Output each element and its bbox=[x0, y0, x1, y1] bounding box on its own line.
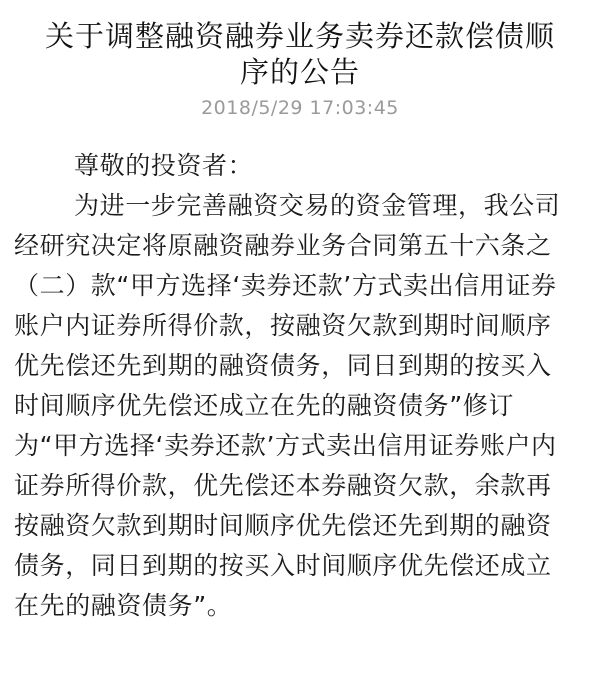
body-line-8: 证券所得价款，优先偿还本券融资欠款，余款再 bbox=[14, 471, 552, 500]
publish-timestamp: 2018/5/29 17:03:45 bbox=[201, 97, 399, 119]
notice-title-line-2: 序的公告 bbox=[239, 55, 360, 89]
salutation: 尊敬的投资者： bbox=[74, 151, 254, 180]
body-line-9: 按融资欠款到期时间顺序优先偿还先到期的融资 bbox=[14, 511, 552, 540]
notice-body bbox=[14, 146, 586, 626]
body-line-5: 优先偿还先到期的融资债务，同日到期的按买入 bbox=[14, 351, 552, 380]
body-line-4: 账户内证券所得价款，按融资欠款到期时间顺序 bbox=[14, 311, 552, 340]
body-line-10: 债务，同日到期的按买入时间顺序优先偿还成立 bbox=[14, 551, 552, 580]
body-line-11: 在先的融资债务”。 bbox=[14, 591, 233, 620]
body-line-3: （二）款“甲方选择‘卖券还款’方式卖出信用证券 bbox=[14, 271, 557, 300]
notice-title bbox=[14, 18, 586, 90]
notice-title-line-1: 关于调整融资融券业务卖券还款偿债顺 bbox=[44, 19, 555, 53]
body-line-1: 为进一步完善融资交易的资金管理，我公司 bbox=[74, 191, 561, 220]
body-line-6: 时间顺序优先偿还成立在先的融资债务”修订 bbox=[14, 391, 514, 420]
body-line-7: 为“甲方选择‘卖券还款’方式卖出信用证券账户内 bbox=[14, 431, 557, 460]
body-line-2: 经研究决定将原融资融券业务合同第五十六条之 bbox=[14, 231, 552, 260]
